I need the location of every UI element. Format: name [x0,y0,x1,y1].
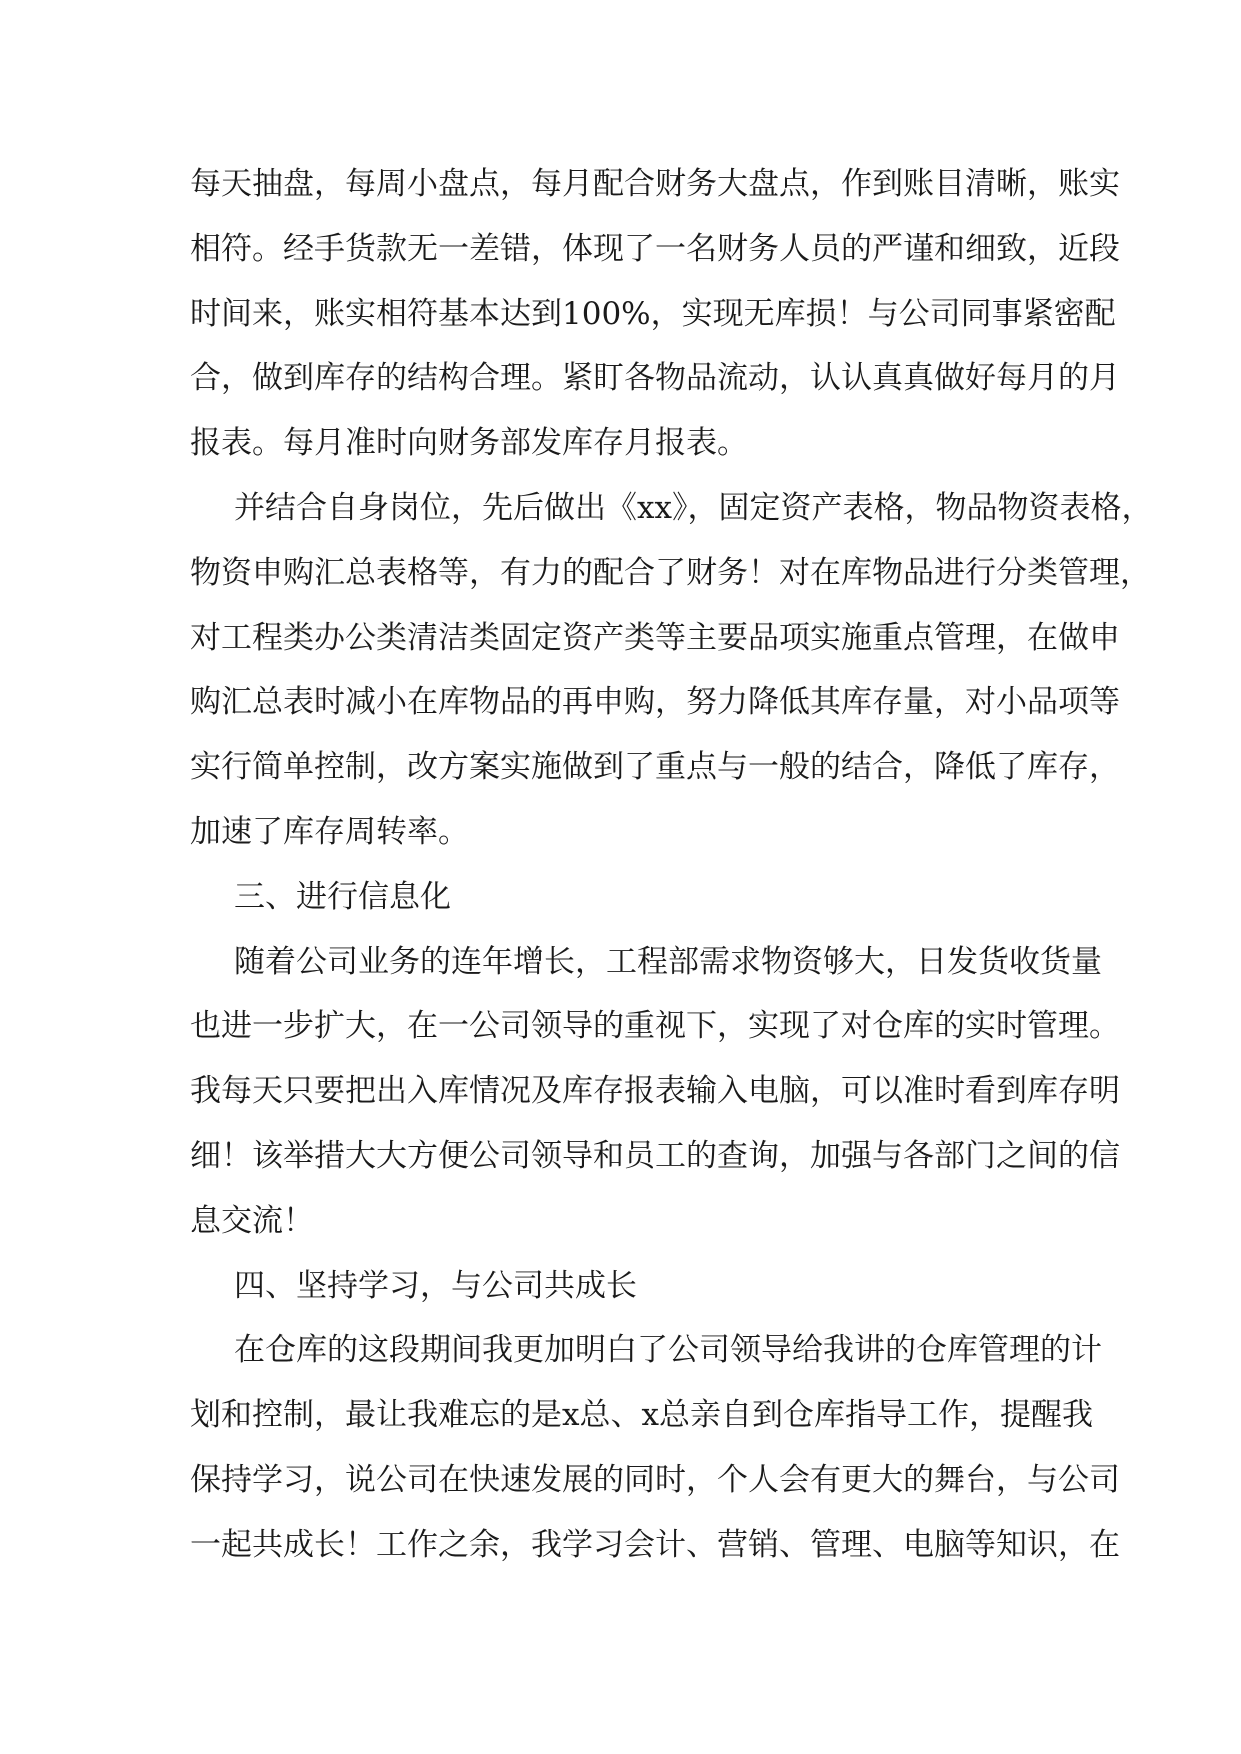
text-line-11: 加速了库存周转率。 [190,813,469,850]
text-line-1: 每天抽盘，每周小盘点，每月配合财务大盘点，作到账目清晰，账实 [190,166,1120,202]
text-line-9: 购汇总表时减小在库物品的再申购，努力降低其库存量，对小品项等 [190,684,1120,721]
text-line-21: 保持学习，说公司在快速发展的同时，个人会有更大的舞台，与公司 [190,1461,1120,1498]
text-line-20: 划和控制，最让我难忘的是x总、x总亲自到仓库指导工作，提醒我 [190,1397,1093,1434]
text-line-19: 在仓库的这段期间我更加明白了公司领导给我讲的仓库管理的计 [234,1332,1102,1369]
text-line-6: 并结合自身岗位，先后做出《xx》，固定资产表格，物品物资表格， [234,489,1153,526]
text-line-13: 随着公司业务的连年增长，工程部需求物资够大，日发货收货量 [234,943,1102,980]
text-line-3: 时间来，账实相符基本达到100%，实现无库损！与公司同事紧密配 [190,295,1116,332]
text-line-2: 相符。经手货款无一差错，体现了一名财务人员的严谨和细致，近段 [190,230,1120,267]
text-line-4: 合，做到库存的结构合理。紧盯各物品流动，认认真真做好每月的月 [190,360,1120,397]
text-line-17: 息交流！ [190,1202,314,1239]
text-line-7: 物资申购汇总表格等，有力的配合了财务！对在库物品进行分类管理， [190,554,1151,591]
text-line-10: 实行简单控制，改方案实施做到了重点与一般的结合，降低了库存， [190,749,1120,786]
text-line-8: 对工程类办公类清洁类固定资产类等主要品项实施重点管理，在做申 [190,619,1120,656]
text-line-14: 也进一步扩大，在一公司领导的重视下，实现了对仓库的实时管理。 [190,1008,1120,1045]
text-line-15: 我每天只要把出入库情况及库存报表输入电脑，可以准时看到库存明 [190,1073,1120,1110]
text-line-5: 报表。每月准时向财务部发库存月报表。 [190,425,748,462]
document-body [190,152,1153,1578]
text-line-22: 一起共成长！工作之余，我学习会计、营销、管理、电脑等知识，在 [190,1526,1120,1563]
text-line-16: 细！该举措大大方便公司领导和员工的查询，加强与各部门之间的信 [190,1137,1120,1174]
section-heading-3: 三、进行信息化 [234,878,451,915]
section-heading-4: 四、坚持学习，与公司共成长 [234,1267,637,1304]
